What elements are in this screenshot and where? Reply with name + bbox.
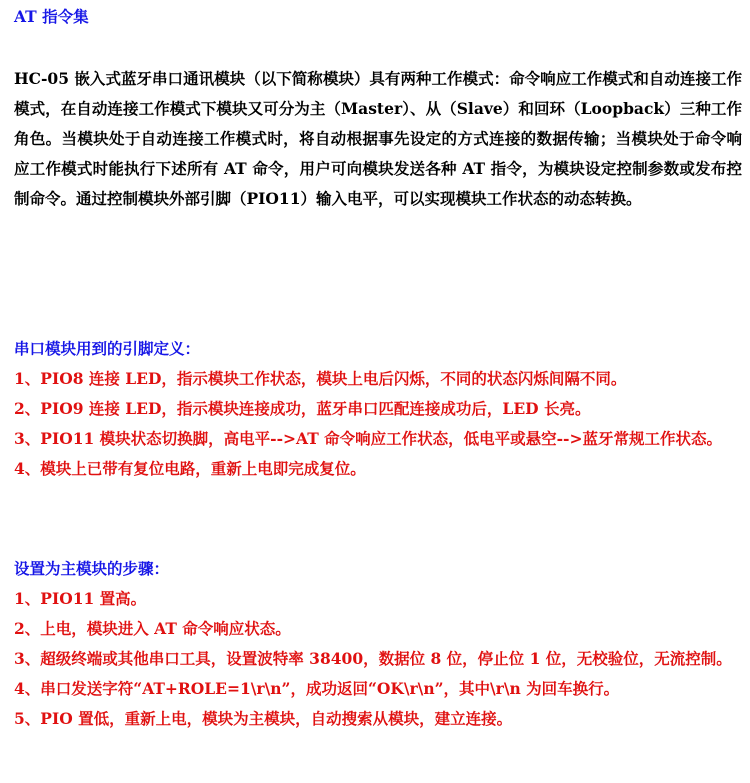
list-item: 3、超级终端或其他串口工具，设置波特率 38400，数据位 8 位，停止位 1 位，无校验位，无流控制。 — [14, 649, 732, 668]
pin-definition-heading: 串口模块用到的引脚定义： — [14, 339, 201, 358]
list-item: 1、PIO8 连接 LED，指示模块工作状态，模块上电后闪烁，不同的状态闪烁间隔不同。 — [14, 369, 627, 388]
pin-definition-list — [14, 364, 742, 484]
master-setup-heading: 设置为主模块的步骤： — [14, 559, 170, 578]
list-item: 3、PIO11 模块状态切换脚，高电平-->AT 命令响应工作状态，低电平或悬空-->蓝牙常规工作状态。 — [14, 429, 722, 448]
list-item: 2、PIO9 连接 LED，指示模块连接成功，蓝牙串口匹配连接成功后，LED 长亮。 — [14, 399, 591, 418]
master-setup-steps-list — [14, 584, 742, 734]
list-item: 4、串口发送字符“AT+ROLE=1\r\n”，成功返回“OK\r\n”，其中\r\n 为回车换行。 — [14, 679, 620, 698]
intro-paragraph: HC-05 嵌入式蓝牙串口通讯模块（以下简称模块）具有两种工作模式：命令响应工作模式和自动连接工作模式，在自动连接工作模式下模块又可分为主（Master）、从（Slave）和回环（Loopback）三种工作角色。当模块处于自动连接工作模式时，将自动根据事先设定的方式连接的数据传输；当模块处于命令响应工作模式时能执行下述所有 AT 命令，用户可向模块发送各种 AT 指令，为模块设定控制参数或发布控制命令。通过控制模块外部引脚（PIO11）输入电平，可以实现模块工作状态的动态转换。 — [14, 69, 742, 208]
page-title: AT 指令集 — [14, 7, 89, 26]
list-item: 4、模块上已带有复位电路，重新上电即完成复位。 — [14, 459, 366, 478]
list-item: 2、上电，模块进入 AT 命令响应状态。 — [14, 619, 291, 638]
list-item: 1、PIO11 置高。 — [14, 589, 147, 608]
list-item: 5、PIO 置低，重新上电，模块为主模块，自动搜索从模块，建立连接。 — [14, 709, 513, 728]
